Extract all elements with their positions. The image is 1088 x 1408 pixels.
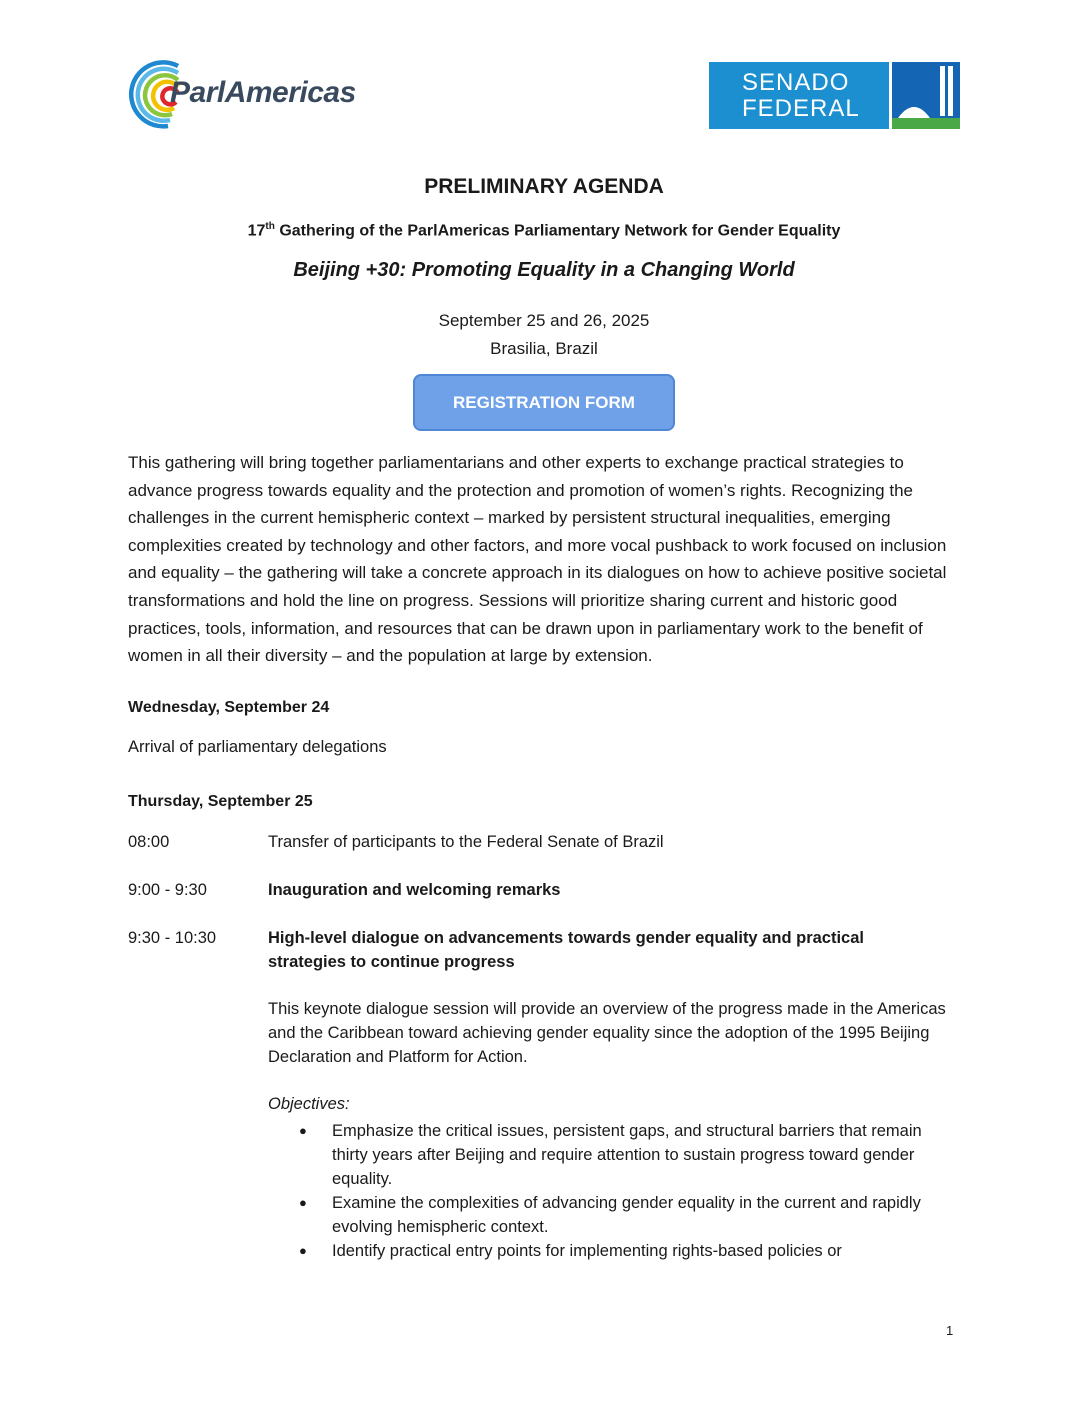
day-heading: Thursday, September 25 [128, 793, 313, 810]
session-time: 9:00 - 9:30 [128, 881, 207, 899]
list-item [268, 1119, 928, 1191]
bullet-icon: ● [299, 1243, 307, 1258]
session-title: Inauguration and welcoming remarks [268, 881, 561, 899]
ordinal-number: 17 [247, 222, 266, 240]
objectives-label: Objectives: [268, 1095, 350, 1113]
objective-text: Emphasize the critical issues, persistent gaps, and structural barriers that remain thirty years after Beijing and require attention to sustain progress toward gender equality. [332, 1122, 922, 1188]
objectives-list [268, 1119, 928, 1263]
day-heading: Wednesday, September 24 [128, 699, 330, 716]
session-time: 08:00 [128, 833, 170, 851]
objective-text: Examine the complexities of advancing gender equality in the current and rapidly evolving hemispheric context. [332, 1194, 921, 1236]
event-dates: September 25 and 26, 2025 [438, 311, 650, 330]
subtitle-text: Gathering of the ParlAmericas Parliamentary Network for Gender Equality [274, 222, 841, 240]
intro-paragraph: This gathering will bring together parliamentarians and other experts to exchange practical strategies to advance progress towards equality and the protection and promotion of women’s rights. Recognizing the challenges in the current hemispheric context – marked by persistent structural inequalities, emerging complexities created by technology and other factors, and more vocal pushback to work focused on inclusion and equality – the gathering will take a concrete approach in its dialogues on how to achieve positive societal transformations and hold the line on progress. Sessions will prioritize sharing current and historic good practices, tools, information, and resources that can be drawn upon in parliamentary work to the benefit of women in all their diversity – and the population at large by extension. [128, 453, 947, 666]
event-subtitle [128, 221, 960, 240]
senado-line-1: SENADO [742, 68, 850, 96]
bullet-icon: ● [299, 1195, 307, 1210]
senado-line-2: FEDERAL [742, 94, 860, 122]
parlamericas-wordmark: ParlAmericas [170, 76, 356, 109]
senado-federal-logo [709, 62, 960, 129]
list-item [268, 1239, 928, 1263]
event-theme: Beijing +30: Promoting Equality in a Changing World [293, 259, 795, 281]
session-title: Transfer of participants to the Federal Senate of Brazil [268, 833, 664, 851]
session-description: This keynote dialogue session will provide an overview of the progress made in the Americas and the Caribbean toward achieving gender equality since the adoption of the 1995 Beijing Declaration and Platform for Action. [268, 1000, 946, 1066]
bullet-icon: ● [299, 1123, 307, 1138]
registration-form-button[interactable]: REGISTRATION FORM [413, 374, 675, 431]
senado-wordmark [709, 62, 889, 129]
list-item [268, 1191, 928, 1239]
session-time: 9:30 - 10:30 [128, 929, 217, 947]
day-note: Arrival of parliamentary delegations [128, 738, 387, 756]
page-number: 1 [946, 1323, 954, 1338]
ordinal-suffix: th [265, 221, 275, 232]
session-title: High-level dialogue on advancements towards gender equality and practical strategies to continue progress [268, 929, 864, 971]
page-title: PRELIMINARY AGENDA [424, 175, 664, 198]
parlamericas-logo [128, 58, 388, 130]
event-location: Brasilia, Brazil [490, 339, 598, 358]
objective-text: Identify practical entry points for implementing rights-based policies or [332, 1242, 842, 1260]
senado-building-icon [892, 62, 960, 129]
